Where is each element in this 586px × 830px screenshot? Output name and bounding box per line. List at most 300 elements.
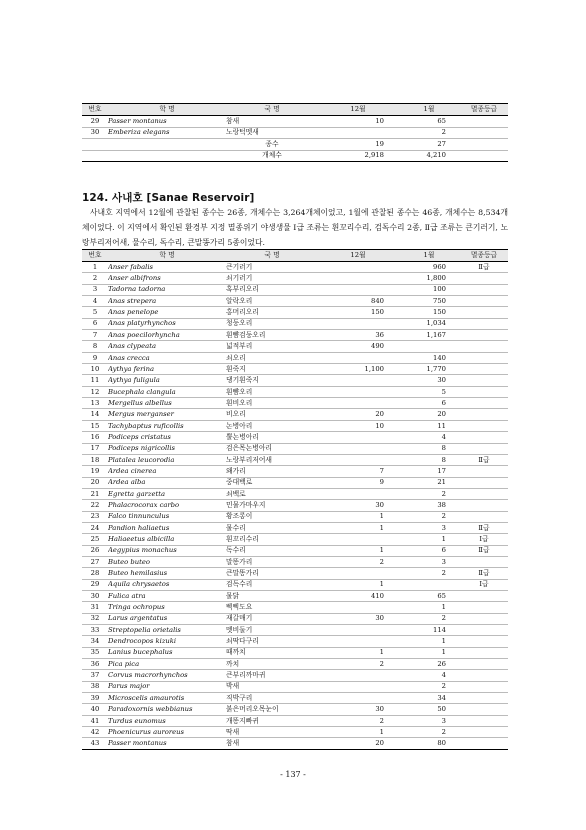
scientific-name: Dendrocopos kizuki: [108, 636, 226, 647]
scientific-name: Haliaeetus albicilla: [108, 534, 226, 545]
korean-name: 혹부리오리: [226, 284, 318, 295]
korean-name: 까치: [226, 659, 318, 670]
scientific-name: Ardea alba: [108, 477, 226, 488]
row-number: 31: [82, 602, 108, 613]
table-row: [82, 590, 508, 601]
row-number: 20: [82, 477, 108, 488]
january-count: 65: [398, 116, 460, 128]
january-count: 17: [398, 466, 460, 477]
january-count: 100: [398, 284, 460, 295]
korean-name: 쇠백로: [226, 488, 318, 499]
korean-name: 큰부리까마귀: [226, 670, 318, 681]
top-species-table: [82, 103, 508, 162]
january-count: 1: [398, 647, 460, 658]
row-number: 38: [82, 681, 108, 692]
endangered-grade: [460, 556, 508, 567]
scientific-name: Tringa ochropus: [108, 602, 226, 613]
endangered-grade: [460, 307, 508, 318]
korean-name: 큰기러기: [226, 262, 318, 273]
row-number: 15: [82, 420, 108, 431]
december-count: [318, 670, 398, 681]
scientific-name: Ardea cinerea: [108, 466, 226, 477]
header-january: 1월: [398, 104, 460, 116]
species-total-jan: 27: [398, 139, 460, 151]
table-row: [82, 454, 508, 465]
scientific-name: Anser albifrons: [108, 273, 226, 284]
scientific-name: Falco tinnunculus: [108, 511, 226, 522]
scientific-name: Pica pica: [108, 659, 226, 670]
row-number: 37: [82, 670, 108, 681]
december-count: 150: [318, 307, 398, 318]
table-row: [82, 318, 508, 329]
endangered-grade: [460, 398, 508, 409]
table-row: [82, 715, 508, 726]
korean-name: 흰뺨검둥오리: [226, 330, 318, 341]
december-count: [318, 636, 398, 647]
row-number: 40: [82, 704, 108, 715]
korean-name: 물수리: [226, 522, 318, 533]
scientific-name: Mergus merganser: [108, 409, 226, 420]
table-row: [82, 386, 508, 397]
december-count: 30: [318, 704, 398, 715]
korean-name: 멧비둘기: [226, 625, 318, 636]
row-number: 33: [82, 625, 108, 636]
january-count: 2: [398, 727, 460, 738]
row-number: 17: [82, 443, 108, 454]
table-row: [82, 466, 508, 477]
korean-name: 왜가리: [226, 466, 318, 477]
january-count: 6: [398, 398, 460, 409]
endangered-grade: [460, 318, 508, 329]
december-count: 30: [318, 500, 398, 511]
scientific-name: Buteo hemilasius: [108, 568, 226, 579]
korean-name: 검은목논병아리: [226, 443, 318, 454]
endangered-grade: [460, 386, 508, 397]
scientific-name: Aythya ferina: [108, 364, 226, 375]
table-row: [82, 398, 508, 409]
december-count: [318, 488, 398, 499]
row-number: 1: [82, 262, 108, 273]
december-count: 410: [318, 590, 398, 601]
january-count: 1: [398, 636, 460, 647]
january-count: 2: [398, 488, 460, 499]
korean-name: 개똥지빠귀: [226, 715, 318, 726]
scientific-name: Fulica atra: [108, 590, 226, 601]
december-count: 1,100: [318, 364, 398, 375]
count-total-jan: 4,210: [398, 150, 460, 162]
korean-name: 민물가마우지: [226, 500, 318, 511]
header-korean-name: 국 명: [226, 104, 318, 116]
endangered-grade: [460, 511, 508, 522]
header-no: 번호: [82, 250, 108, 262]
korean-name: 황조롱이: [226, 511, 318, 522]
table-row: [82, 420, 508, 431]
december-count: [318, 625, 398, 636]
december-count: 2: [318, 556, 398, 567]
row-number: 34: [82, 636, 108, 647]
row-number: 7: [82, 330, 108, 341]
row-number: 9: [82, 352, 108, 363]
korean-name: 흰비오리: [226, 398, 318, 409]
scientific-name: Anas penelope: [108, 307, 226, 318]
december-count: [318, 693, 398, 704]
endangered-grade: Ⅱ급: [460, 568, 508, 579]
table-row: [82, 488, 508, 499]
count-total-row: [82, 150, 508, 162]
scientific-name: Anas strepera: [108, 296, 226, 307]
endangered-grade: [460, 738, 508, 749]
endangered-grade: [460, 284, 508, 295]
korean-name: 흰죽지: [226, 364, 318, 375]
table-row: [82, 511, 508, 522]
december-count: [318, 386, 398, 397]
header-december: 12월: [318, 104, 398, 116]
scientific-name: Turdus eunomus: [108, 715, 226, 726]
scientific-name: Podiceps cristatus: [108, 432, 226, 443]
january-count: 1,770: [398, 364, 460, 375]
table-row: [82, 341, 508, 352]
january-count: 1: [398, 534, 460, 545]
endangered-grade: [460, 704, 508, 715]
december-count: [318, 375, 398, 386]
table-row: [82, 602, 508, 613]
row-number: 13: [82, 398, 108, 409]
korean-name: 쇠기러기: [226, 273, 318, 284]
january-count: 3: [398, 556, 460, 567]
january-count: 8: [398, 443, 460, 454]
korean-name: 삑삑도요: [226, 602, 318, 613]
january-count: [398, 579, 460, 590]
december-count: 20: [318, 738, 398, 749]
table-row: [82, 625, 508, 636]
december-count: 9: [318, 477, 398, 488]
page-number: - 137 -: [280, 770, 306, 779]
scientific-name: Tadorna tadorna: [108, 284, 226, 295]
endangered-grade: Ⅱ급: [460, 522, 508, 533]
january-count: 26: [398, 659, 460, 670]
december-count: [318, 318, 398, 329]
scientific-name: Aegypius monachus: [108, 545, 226, 556]
endangered-grade: [460, 625, 508, 636]
january-count: 750: [398, 296, 460, 307]
row-number: 42: [82, 727, 108, 738]
table-row: [82, 670, 508, 681]
count-total-dec: 2,918: [318, 150, 398, 162]
january-count: 960: [398, 262, 460, 273]
row-number: 36: [82, 659, 108, 670]
header-grade: 멸종등급: [460, 104, 508, 116]
scientific-name: Tachybaptus ruficollis: [108, 420, 226, 431]
row-number: 4: [82, 296, 108, 307]
endangered-grade: [460, 375, 508, 386]
table-row: [82, 681, 508, 692]
scientific-name: Corvus macrorhynchos: [108, 670, 226, 681]
korean-name: 쇠딱다구리: [226, 636, 318, 647]
korean-name: 검독수리: [226, 579, 318, 590]
row-number: 14: [82, 409, 108, 420]
korean-name: 직박구리: [226, 693, 318, 704]
december-count: 7: [318, 466, 398, 477]
endangered-grade: [460, 296, 508, 307]
table-row: [82, 636, 508, 647]
january-count: 2: [398, 127, 460, 139]
row-number: 3: [82, 284, 108, 295]
table-row: [82, 613, 508, 624]
korean-name: 큰말똥가리: [226, 568, 318, 579]
december-count: [318, 273, 398, 284]
december-count: 490: [318, 341, 398, 352]
row-number: 30: [82, 590, 108, 601]
table-row: [82, 727, 508, 738]
december-count: [318, 602, 398, 613]
december-count: 840: [318, 296, 398, 307]
korean-name: 쇠오리: [226, 352, 318, 363]
header-scientific-name: 학 명: [108, 104, 226, 116]
january-count: 114: [398, 625, 460, 636]
december-count: 1: [318, 647, 398, 658]
table-row: [82, 116, 508, 128]
scientific-name: Podiceps nigricollis: [108, 443, 226, 454]
row-number: 19: [82, 466, 108, 477]
january-count: 2: [398, 613, 460, 624]
korean-name: 박새: [226, 681, 318, 692]
january-count: 2: [398, 568, 460, 579]
december-count: 10: [318, 420, 398, 431]
january-count: 50: [398, 704, 460, 715]
january-count: 21: [398, 477, 460, 488]
row-number: 32: [82, 613, 108, 624]
table-row: [82, 432, 508, 443]
table-row: [82, 127, 508, 139]
korean-name: 재갈매기: [226, 613, 318, 624]
scientific-name: Mergellus albellus: [108, 398, 226, 409]
scientific-name: Aquila chrysaetos: [108, 579, 226, 590]
scientific-name: Platalea leucorodia: [108, 454, 226, 465]
endangered-grade: Ⅱ급: [460, 454, 508, 465]
endangered-grade: [460, 647, 508, 658]
table-header-row: [82, 250, 508, 262]
december-count: 1: [318, 727, 398, 738]
january-count: 2: [398, 511, 460, 522]
row-number: 25: [82, 534, 108, 545]
scientific-name: Passer montanus: [108, 116, 226, 128]
december-count: [318, 352, 398, 363]
korean-name: 붉은머리오목눈이: [226, 704, 318, 715]
table-row: [82, 273, 508, 284]
december-count: [318, 443, 398, 454]
row-number: 23: [82, 511, 108, 522]
row-number: 11: [82, 375, 108, 386]
table-row: [82, 477, 508, 488]
table-row: [82, 364, 508, 375]
table-row: [82, 330, 508, 341]
scientific-name: Egretta garzetta: [108, 488, 226, 499]
endangered-grade: Ⅱ급: [460, 545, 508, 556]
scientific-name: Anas clypeata: [108, 341, 226, 352]
scientific-name: Pandion haliaetus: [108, 522, 226, 533]
scientific-name: Phalacrocorax carbo: [108, 500, 226, 511]
endangered-grade: [460, 116, 508, 128]
table-row: [82, 262, 508, 273]
december-count: [318, 681, 398, 692]
scientific-name: Buteo buteo: [108, 556, 226, 567]
january-count: 1,800: [398, 273, 460, 284]
korean-name: 흰꼬리수리: [226, 534, 318, 545]
january-count: 65: [398, 590, 460, 601]
table-row: [82, 284, 508, 295]
december-count: 1: [318, 579, 398, 590]
species-total-row: [82, 139, 508, 151]
scientific-name: Anser fabalis: [108, 262, 226, 273]
korean-name: 노랑부리저어새: [226, 454, 318, 465]
december-count: [318, 262, 398, 273]
korean-name: 독수리: [226, 545, 318, 556]
january-count: 30: [398, 375, 460, 386]
endangered-grade: [460, 693, 508, 704]
december-count: [318, 534, 398, 545]
december-count: [318, 568, 398, 579]
december-count: [318, 398, 398, 409]
december-count: 1: [318, 522, 398, 533]
korean-name: 참새: [226, 116, 318, 128]
january-count: 140: [398, 352, 460, 363]
korean-name: 물닭: [226, 590, 318, 601]
row-number: 30: [82, 127, 108, 139]
korean-name: 논병아리: [226, 420, 318, 431]
endangered-grade: [460, 443, 508, 454]
december-count: [318, 127, 398, 139]
endangered-grade: [460, 659, 508, 670]
table-row: [82, 296, 508, 307]
korean-name: 말똥가리: [226, 556, 318, 567]
table-row: [82, 556, 508, 567]
january-count: 2: [398, 681, 460, 692]
row-number: 41: [82, 715, 108, 726]
header-december: 12월: [318, 250, 398, 262]
january-count: 38: [398, 500, 460, 511]
december-count: 2: [318, 659, 398, 670]
scientific-name: Anas platyrhynchos: [108, 318, 226, 329]
row-number: 35: [82, 647, 108, 658]
table-header-row: [82, 104, 508, 116]
january-count: 34: [398, 693, 460, 704]
table-row: [82, 568, 508, 579]
endangered-grade: [460, 273, 508, 284]
january-count: 1: [398, 602, 460, 613]
january-count: 6: [398, 545, 460, 556]
species-total-label: 종수: [226, 139, 318, 151]
korean-name: 비오리: [226, 409, 318, 420]
january-count: 11: [398, 420, 460, 431]
table-row: [82, 693, 508, 704]
korean-name: 중대백로: [226, 477, 318, 488]
endangered-grade: [460, 432, 508, 443]
december-count: [318, 284, 398, 295]
endangered-grade: Ⅱ급: [460, 262, 508, 273]
row-number: 6: [82, 318, 108, 329]
row-number: 29: [82, 579, 108, 590]
row-number: 2: [82, 273, 108, 284]
december-count: 36: [318, 330, 398, 341]
scientific-name: Anas poecilorhyncha: [108, 330, 226, 341]
scientific-name: Emberiza elegans: [108, 127, 226, 139]
january-count: 4: [398, 432, 460, 443]
table-row: [82, 647, 508, 658]
korean-name: 뿔논병아리: [226, 432, 318, 443]
december-count: 1: [318, 545, 398, 556]
table-row: [82, 704, 508, 715]
endangered-grade: [460, 602, 508, 613]
january-count: 80: [398, 738, 460, 749]
row-number: 29: [82, 116, 108, 128]
table-row: [82, 352, 508, 363]
korean-name: 참새: [226, 738, 318, 749]
january-count: 1,167: [398, 330, 460, 341]
december-count: [318, 432, 398, 443]
row-number: 16: [82, 432, 108, 443]
endangered-grade: [460, 341, 508, 352]
header-grade: 멸종등급: [460, 250, 508, 262]
section-description: 사내호 지역에서 12월에 관찰된 종수는 26종, 개체수는 3,264개체이었고, 1월에 관찰된 종수는 46종, 개체수는 8,534개체이었다. 이 지역에서 확인된 환경부 지정 멸종위기 야생생물 Ⅰ급 조류는 흰꼬리수리, 검독수리 2종, Ⅱ급 조류는 큰기러기, 노랑부리저어새, 물수리, 독수리, 큰말똥가리 5종이었다.: [82, 208, 508, 247]
scientific-name: Larus argentatus: [108, 613, 226, 624]
endangered-grade: Ⅰ급: [460, 579, 508, 590]
row-number: 21: [82, 488, 108, 499]
endangered-grade: [460, 681, 508, 692]
table-row: [82, 534, 508, 545]
korean-name: 댕기흰죽지: [226, 375, 318, 386]
scientific-name: Lanius bucephalus: [108, 647, 226, 658]
table-row: [82, 409, 508, 420]
endangered-grade: [460, 420, 508, 431]
korean-name: 홍머리오리: [226, 307, 318, 318]
january-count: 5: [398, 386, 460, 397]
december-count: 2: [318, 715, 398, 726]
endangered-grade: [460, 466, 508, 477]
row-number: 10: [82, 364, 108, 375]
january-count: 3: [398, 715, 460, 726]
korean-name: 알락오리: [226, 296, 318, 307]
row-number: 12: [82, 386, 108, 397]
species-table: [82, 249, 508, 750]
endangered-grade: [460, 352, 508, 363]
december-count: 30: [318, 613, 398, 624]
table-row: [82, 307, 508, 318]
table-row: [82, 545, 508, 556]
endangered-grade: [460, 477, 508, 488]
korean-name: 넓적부리: [226, 341, 318, 352]
december-count: 20: [318, 409, 398, 420]
endangered-grade: [460, 636, 508, 647]
january-count: 8: [398, 454, 460, 465]
header-scientific-name: 학 명: [108, 250, 226, 262]
december-count: 10: [318, 116, 398, 128]
korean-name: 때까치: [226, 647, 318, 658]
scientific-name: Phoenicurus auroreus: [108, 727, 226, 738]
table-row: [82, 443, 508, 454]
korean-name: 흰뺨오리: [226, 386, 318, 397]
header-korean-name: 국 명: [226, 250, 318, 262]
table-row: [82, 522, 508, 533]
scientific-name: Aythya fuligula: [108, 375, 226, 386]
row-number: 18: [82, 454, 108, 465]
scientific-name: Paradoxornis webbianus: [108, 704, 226, 715]
header-no: 번호: [82, 104, 108, 116]
count-total-label: 개체수: [226, 150, 318, 162]
scientific-name: Anas crecca: [108, 352, 226, 363]
january-count: 150: [398, 307, 460, 318]
january-count: 20: [398, 409, 460, 420]
january-count: 1,034: [398, 318, 460, 329]
